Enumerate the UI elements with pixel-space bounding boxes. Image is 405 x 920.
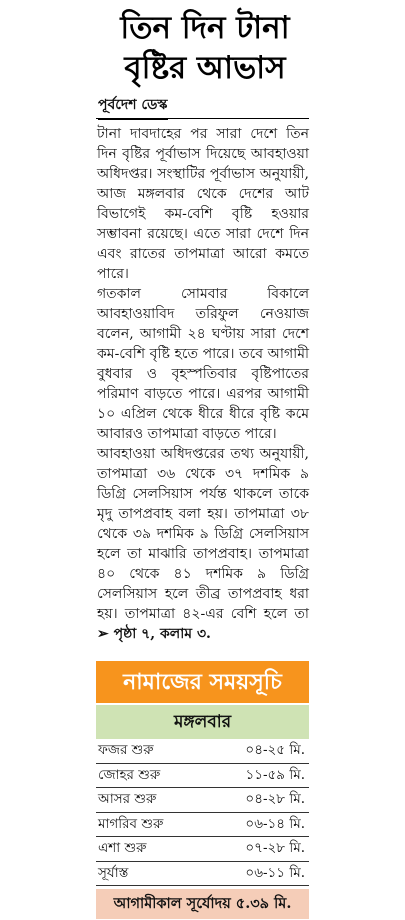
prayer-time: ১১-৫৯ মি.: [245, 766, 305, 783]
prayer-name: ফজর শুরু: [98, 742, 154, 758]
prayer-time: ০৪-২৮ মি.: [245, 791, 305, 807]
article-paragraph-3-text: আবহাওয়া অধিদপ্তরের তথ্য অনুযায়ী, তাপমাত্রা ৩৬ থেকে ৩৭ দশমিক ৯ ডিগ্রি সেলসিয়াস পর্যন্ত থাকলে তাকে মৃদু তাপপ্রবাহ বলা হয়। তাপমাত্রা ৩৮ থেকে ৩৯ দশমিক ৯ ডিগ্রি সেলসিয়াস হলে তা মাঝারি তাপপ্রবাহ। তাপমাত্রা ৪০ থেকে ৪১ দশমিক ৯ ডিগ্রি সেলসিয়াস হলে তীব্র তাপপ্রবাহ ধরা হয়। তাপমাত্রা ৪২-এর বেশি হলে তা: [97, 446, 309, 622]
prayer-row: [96, 813, 309, 838]
prayer-time: ০৪-২৫ মি.: [245, 742, 305, 758]
prayer-row: [96, 739, 309, 764]
prayer-time: ০৬-১১ মি.: [245, 864, 305, 881]
sunrise-footer: আগামীকাল সূর্যোদয় ৫.৩৯ মি.: [96, 889, 309, 919]
continuation-link[interactable]: ➢ পৃষ্ঠা ৭, কলাম ৩.: [97, 626, 211, 642]
prayer-name: মাগরিব শুরু: [98, 815, 164, 832]
prayer-name: সূর্যাস্ত: [98, 864, 129, 881]
headline: [95, 8, 315, 88]
article-paragraph-2: গতকাল সোমবার বিকালে আবহাওয়াবিদ তরিফুল নেওয়াজ বলেন, আগামী ২৪ ঘণ্টায় সারা দেশে কম-বেশি বৃষ্টি হতে পারে। তবে আগামী বুধবার ও বৃহস্পতিবার বৃষ্টিপাতের পরিমাণ বাড়তে পারে। এরপর আগামী ১০ এপ্রিল থেকে ধীরে ধীরে বৃষ্টি কমে আবারও তাপমাত্রা বাড়তে পারে।: [97, 286, 309, 442]
prayer-row: [96, 837, 309, 862]
headline-line-1: তিন দিন টানা: [120, 10, 290, 46]
prayer-row: [96, 788, 309, 813]
prayer-times-box: [96, 661, 309, 919]
article-paragraph-3: [97, 444, 309, 644]
prayer-time: ০৬-১৪ মি.: [245, 815, 305, 832]
prayer-time: ০৭-২৮ মি.: [245, 840, 305, 856]
article-body: [97, 124, 309, 644]
prayer-times-banner: নামাজের সময়সূচি: [96, 661, 309, 703]
prayer-row: [96, 862, 309, 887]
prayer-day-label: মঙ্গলবার: [96, 705, 309, 739]
article-paragraph-1: টানা দাবদাহের পর সারা দেশে তিন দিন বৃষ্টির পূর্বাভাস দিয়েছে আবহাওয়া অধিদপ্তর। সংস্থাটির পূর্বাভাস অনুযায়ী, আজ মঙ্গলবার থেকে দেশের আট বিভাগেই কম-বেশি বৃষ্টি হওয়ার সম্ভাবনা রয়েছে। এতে সারা দেশে দিন এবং রাতের তাপমাত্রা আরো কমতে পারে।: [97, 126, 309, 282]
byline: পূর্বদেশ ডেস্ক: [98, 93, 168, 120]
headline-line-2: বৃষ্টির আভাস: [124, 50, 286, 86]
prayer-name: আসর শুরু: [98, 791, 157, 807]
prayer-times-table: [96, 739, 309, 886]
prayer-name: জোহর শুরু: [98, 766, 161, 783]
prayer-row: [96, 764, 309, 789]
byline-divider: [96, 118, 309, 119]
prayer-name: এশা শুরু: [98, 840, 147, 856]
